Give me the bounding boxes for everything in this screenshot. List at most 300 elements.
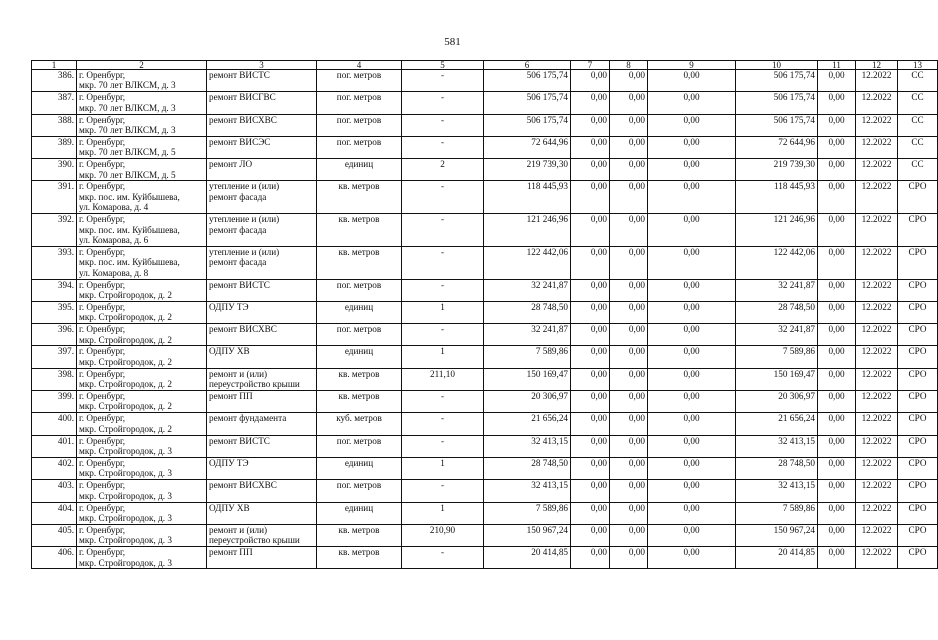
unit-cell: единиц bbox=[317, 457, 402, 479]
value-cell: 219 739,30 bbox=[736, 159, 818, 181]
work-line: ремонт ПП bbox=[209, 547, 253, 558]
value-cell: 0,00 bbox=[571, 214, 610, 247]
table-row bbox=[32, 368, 938, 390]
row-number-cell: 392. bbox=[32, 214, 77, 247]
table-row bbox=[32, 92, 938, 114]
date-cell: 12.2022 bbox=[856, 524, 898, 546]
table-row bbox=[32, 480, 938, 502]
cost-cell: 7 589,86 bbox=[484, 346, 571, 368]
column-number-row bbox=[32, 61, 938, 70]
fund-cell: СРО bbox=[898, 181, 938, 214]
address-line: ул. Комарова, д. 4 bbox=[79, 202, 149, 213]
fund-cell: СРО bbox=[898, 214, 938, 247]
address-cell bbox=[77, 159, 207, 181]
value-cell: 0,00 bbox=[610, 457, 648, 479]
value-cell: 0,00 bbox=[610, 159, 648, 181]
value-cell: 0,00 bbox=[818, 368, 856, 390]
work-type-cell bbox=[207, 346, 317, 368]
fund-cell: СРО bbox=[898, 324, 938, 346]
cost-cell: 28 748,50 bbox=[484, 301, 571, 323]
address-cell bbox=[77, 114, 207, 136]
address-line: г. Оренбург, bbox=[79, 279, 126, 290]
address-line: ул. Комарова, д. 8 bbox=[79, 267, 149, 278]
unit-cell: кв. метров bbox=[317, 524, 402, 546]
value-cell: 0,00 bbox=[610, 346, 648, 368]
work-line: ремонт ВИСТС bbox=[209, 70, 270, 80]
table-row bbox=[32, 181, 938, 214]
table-row bbox=[32, 279, 938, 301]
value-cell: 0,00 bbox=[648, 480, 736, 502]
volume-cell: - bbox=[402, 547, 484, 569]
cost-cell: 21 656,24 bbox=[484, 413, 571, 435]
value-cell: 32 413,15 bbox=[736, 435, 818, 457]
unit-cell: пог. метров bbox=[317, 136, 402, 158]
value-cell: 0,00 bbox=[648, 136, 736, 158]
table-row bbox=[32, 136, 938, 158]
repair-schedule-table bbox=[31, 60, 938, 569]
value-cell: 0,00 bbox=[610, 524, 648, 546]
date-cell: 12.2022 bbox=[856, 435, 898, 457]
value-cell: 0,00 bbox=[610, 181, 648, 214]
address-cell bbox=[77, 324, 207, 346]
value-cell: 0,00 bbox=[610, 246, 648, 279]
work-line: утепление и (или) bbox=[209, 181, 280, 192]
value-cell: 0,00 bbox=[610, 391, 648, 413]
work-line: ремонт ВИСХВС bbox=[209, 324, 277, 335]
address-line: г. Оренбург, bbox=[79, 413, 126, 424]
value-cell: 0,00 bbox=[818, 159, 856, 181]
fund-cell: СРО bbox=[898, 368, 938, 390]
volume-cell: - bbox=[402, 70, 484, 92]
table-row bbox=[32, 159, 938, 181]
address-line: мкр. пос. им. Куйбышева, bbox=[79, 257, 180, 268]
address-cell bbox=[77, 413, 207, 435]
address-line: г. Оренбург, bbox=[79, 324, 126, 335]
work-line: утепление и (или) bbox=[209, 214, 280, 225]
address-line: г. Оренбург, bbox=[79, 114, 126, 125]
value-cell: 0,00 bbox=[648, 181, 736, 214]
volume-cell: - bbox=[402, 435, 484, 457]
volume-cell: 211,10 bbox=[402, 368, 484, 390]
work-type-cell bbox=[207, 70, 317, 92]
volume-cell: - bbox=[402, 92, 484, 114]
work-line: ремонт ПП bbox=[209, 391, 253, 402]
column-number: 12 bbox=[856, 61, 898, 70]
row-number-cell: 405. bbox=[32, 524, 77, 546]
value-cell: 0,00 bbox=[571, 301, 610, 323]
value-cell: 0,00 bbox=[610, 502, 648, 524]
value-cell: 0,00 bbox=[571, 413, 610, 435]
value-cell: 0,00 bbox=[648, 279, 736, 301]
cost-cell: 506 175,74 bbox=[484, 92, 571, 114]
address-cell bbox=[77, 181, 207, 214]
table-row bbox=[32, 246, 938, 279]
volume-cell: 1 bbox=[402, 457, 484, 479]
fund-cell: СРО bbox=[898, 435, 938, 457]
fund-cell: СРО bbox=[898, 413, 938, 435]
work-type-cell bbox=[207, 159, 317, 181]
address-line: мкр. Стройгородок, д. 3 bbox=[79, 512, 172, 523]
column-number: 9 bbox=[648, 61, 736, 70]
value-cell: 0,00 bbox=[648, 547, 736, 569]
value-cell: 0,00 bbox=[648, 413, 736, 435]
column-number: 13 bbox=[898, 61, 938, 70]
work-line: ремонт ВИСТС bbox=[209, 279, 270, 290]
work-type-cell bbox=[207, 181, 317, 214]
work-type-cell bbox=[207, 301, 317, 323]
cost-cell: 32 413,15 bbox=[484, 435, 571, 457]
work-line: ремонт и (или) bbox=[209, 524, 268, 535]
date-cell: 12.2022 bbox=[856, 214, 898, 247]
fund-cell: СРО bbox=[898, 457, 938, 479]
row-number-cell: 390. bbox=[32, 159, 77, 181]
value-cell: 506 175,74 bbox=[736, 114, 818, 136]
address-line: мкр. 70 лет ВЛКСМ, д. 5 bbox=[79, 147, 176, 158]
value-cell: 0,00 bbox=[818, 181, 856, 214]
address-line: г. Оренбург, bbox=[79, 524, 126, 535]
value-cell: 122 442,06 bbox=[736, 246, 818, 279]
value-cell: 0,00 bbox=[818, 114, 856, 136]
volume-cell: 1 bbox=[402, 301, 484, 323]
row-number-cell: 404. bbox=[32, 502, 77, 524]
address-cell bbox=[77, 214, 207, 247]
address-line: мкр. пос. им. Куйбышева, bbox=[79, 224, 180, 235]
value-cell: 0,00 bbox=[571, 136, 610, 158]
address-line: г. Оренбург, bbox=[79, 301, 126, 312]
value-cell: 506 175,74 bbox=[736, 70, 818, 92]
column-number: 1 bbox=[32, 61, 77, 70]
table-row bbox=[32, 346, 938, 368]
fund-cell: СРО bbox=[898, 246, 938, 279]
fund-cell: СРО bbox=[898, 502, 938, 524]
volume-cell: 1 bbox=[402, 502, 484, 524]
unit-cell: кв. метров bbox=[317, 214, 402, 247]
value-cell: 0,00 bbox=[610, 368, 648, 390]
value-cell: 72 644,96 bbox=[736, 136, 818, 158]
fund-cell: СРО bbox=[898, 547, 938, 569]
table-row bbox=[32, 502, 938, 524]
address-line: г. Оренбург, bbox=[79, 246, 126, 257]
unit-cell: единиц bbox=[317, 346, 402, 368]
value-cell: 7 589,86 bbox=[736, 346, 818, 368]
value-cell: 0,00 bbox=[610, 92, 648, 114]
value-cell: 0,00 bbox=[571, 524, 610, 546]
address-line: мкр. Стройгородок, д. 2 bbox=[79, 356, 172, 367]
date-cell: 12.2022 bbox=[856, 114, 898, 136]
table-row bbox=[32, 391, 938, 413]
work-type-cell bbox=[207, 214, 317, 247]
column-number: 6 bbox=[484, 61, 571, 70]
work-type-cell bbox=[207, 502, 317, 524]
value-cell: 0,00 bbox=[571, 92, 610, 114]
unit-cell: единиц bbox=[317, 159, 402, 181]
value-cell: 32 241,87 bbox=[736, 324, 818, 346]
value-cell: 0,00 bbox=[648, 457, 736, 479]
fund-cell: СС bbox=[898, 136, 938, 158]
table-row bbox=[32, 70, 938, 92]
value-cell: 0,00 bbox=[610, 279, 648, 301]
value-cell: 0,00 bbox=[648, 435, 736, 457]
row-number-cell: 399. bbox=[32, 391, 77, 413]
work-line: ОДПУ ТЭ bbox=[209, 301, 249, 312]
cost-cell: 150 967,24 bbox=[484, 524, 571, 546]
address-cell bbox=[77, 391, 207, 413]
date-cell: 12.2022 bbox=[856, 136, 898, 158]
volume-cell: - bbox=[402, 246, 484, 279]
row-number-cell: 396. bbox=[32, 324, 77, 346]
value-cell: 28 748,50 bbox=[736, 301, 818, 323]
value-cell: 0,00 bbox=[818, 246, 856, 279]
address-line: мкр. 70 лет ВЛКСМ, д. 3 bbox=[79, 80, 176, 91]
address-line: г. Оренбург, bbox=[79, 346, 126, 357]
row-number-cell: 406. bbox=[32, 547, 77, 569]
value-cell: 0,00 bbox=[818, 346, 856, 368]
cost-cell: 118 445,93 bbox=[484, 181, 571, 214]
address-cell bbox=[77, 279, 207, 301]
work-line: ремонт ВИСЭС bbox=[209, 136, 271, 147]
value-cell: 0,00 bbox=[818, 547, 856, 569]
cost-cell: 28 748,50 bbox=[484, 457, 571, 479]
unit-cell: единиц bbox=[317, 301, 402, 323]
date-cell: 12.2022 bbox=[856, 547, 898, 569]
value-cell: 0,00 bbox=[818, 502, 856, 524]
value-cell: 32 241,87 bbox=[736, 279, 818, 301]
work-line: ремонт ВИСХВС bbox=[209, 480, 277, 491]
work-line: переустройство крыши bbox=[209, 535, 300, 546]
table-row bbox=[32, 413, 938, 435]
fund-cell: СРО bbox=[898, 524, 938, 546]
volume-cell: - bbox=[402, 214, 484, 247]
value-cell: 0,00 bbox=[648, 70, 736, 92]
column-number: 3 bbox=[207, 61, 317, 70]
work-type-cell bbox=[207, 413, 317, 435]
volume-cell: - bbox=[402, 391, 484, 413]
work-line: утепление и (или) bbox=[209, 246, 280, 257]
value-cell: 0,00 bbox=[818, 391, 856, 413]
work-type-cell bbox=[207, 547, 317, 569]
volume-cell: - bbox=[402, 114, 484, 136]
work-line: ОДПУ ХВ bbox=[209, 346, 250, 357]
address-line: мкр. Стройгородок, д. 3 bbox=[79, 490, 172, 501]
volume-cell: - bbox=[402, 279, 484, 301]
row-number-cell: 388. bbox=[32, 114, 77, 136]
column-number: 5 bbox=[402, 61, 484, 70]
address-cell bbox=[77, 435, 207, 457]
cost-cell: 72 644,96 bbox=[484, 136, 571, 158]
page-number: 581 bbox=[444, 36, 461, 48]
value-cell: 0,00 bbox=[818, 136, 856, 158]
address-line: г. Оренбург, bbox=[79, 136, 126, 147]
address-line: г. Оренбург, bbox=[79, 181, 126, 192]
unit-cell: пог. метров bbox=[317, 435, 402, 457]
column-number: 2 bbox=[77, 61, 207, 70]
work-type-cell bbox=[207, 92, 317, 114]
row-number-cell: 398. bbox=[32, 368, 77, 390]
value-cell: 0,00 bbox=[648, 346, 736, 368]
address-line: г. Оренбург, bbox=[79, 368, 126, 379]
date-cell: 12.2022 bbox=[856, 391, 898, 413]
fund-cell: СРО bbox=[898, 279, 938, 301]
value-cell: 0,00 bbox=[571, 547, 610, 569]
row-number-cell: 403. bbox=[32, 480, 77, 502]
table-row bbox=[32, 214, 938, 247]
fund-cell: СРО bbox=[898, 301, 938, 323]
volume-cell: - bbox=[402, 136, 484, 158]
cost-cell: 506 175,74 bbox=[484, 70, 571, 92]
date-cell: 12.2022 bbox=[856, 159, 898, 181]
work-type-cell bbox=[207, 435, 317, 457]
address-line: ул. Комарова, д. 6 bbox=[79, 234, 149, 245]
fund-cell: СС bbox=[898, 70, 938, 92]
cost-cell: 506 175,74 bbox=[484, 114, 571, 136]
work-line: ОДПУ ХВ bbox=[209, 502, 250, 513]
value-cell: 0,00 bbox=[648, 391, 736, 413]
date-cell: 12.2022 bbox=[856, 70, 898, 92]
row-number-cell: 400. bbox=[32, 413, 77, 435]
value-cell: 0,00 bbox=[571, 391, 610, 413]
address-line: г. Оренбург, bbox=[79, 435, 126, 446]
cost-cell: 150 169,47 bbox=[484, 368, 571, 390]
value-cell: 0,00 bbox=[571, 324, 610, 346]
table-row bbox=[32, 114, 938, 136]
value-cell: 0,00 bbox=[610, 301, 648, 323]
address-line: мкр. Стройгородок, д. 2 bbox=[79, 289, 172, 300]
address-cell bbox=[77, 368, 207, 390]
row-number-cell: 397. bbox=[32, 346, 77, 368]
date-cell: 12.2022 bbox=[856, 301, 898, 323]
value-cell: 0,00 bbox=[571, 480, 610, 502]
row-number-cell: 401. bbox=[32, 435, 77, 457]
value-cell: 0,00 bbox=[648, 324, 736, 346]
address-line: мкр. Стройгородок, д. 3 bbox=[79, 468, 172, 479]
value-cell: 0,00 bbox=[818, 279, 856, 301]
table-row bbox=[32, 457, 938, 479]
address-line: мкр. Стройгородок, д. 2 bbox=[79, 401, 172, 412]
work-type-cell bbox=[207, 279, 317, 301]
work-line: ремонт ВИСТС bbox=[209, 435, 270, 446]
date-cell: 12.2022 bbox=[856, 324, 898, 346]
value-cell: 0,00 bbox=[610, 136, 648, 158]
unit-cell: кв. метров bbox=[317, 181, 402, 214]
address-line: мкр. 70 лет ВЛКСМ, д. 3 bbox=[79, 102, 176, 113]
work-type-cell bbox=[207, 524, 317, 546]
column-number: 7 bbox=[571, 61, 610, 70]
row-number-cell: 389. bbox=[32, 136, 77, 158]
address-line: мкр. Стройгородок, д. 2 bbox=[79, 379, 172, 390]
address-cell bbox=[77, 136, 207, 158]
work-type-cell bbox=[207, 136, 317, 158]
work-line: ОДПУ ТЭ bbox=[209, 457, 249, 468]
value-cell: 0,00 bbox=[818, 324, 856, 346]
value-cell: 0,00 bbox=[610, 413, 648, 435]
cost-cell: 32 241,87 bbox=[484, 324, 571, 346]
date-cell: 12.2022 bbox=[856, 346, 898, 368]
unit-cell: кв. метров bbox=[317, 368, 402, 390]
column-number: 4 bbox=[317, 61, 402, 70]
address-cell bbox=[77, 346, 207, 368]
date-cell: 12.2022 bbox=[856, 246, 898, 279]
row-number-cell: 402. bbox=[32, 457, 77, 479]
value-cell: 0,00 bbox=[610, 480, 648, 502]
address-cell bbox=[77, 502, 207, 524]
work-line: ремонт и (или) bbox=[209, 368, 268, 379]
work-line: переустройство крыши bbox=[209, 379, 300, 390]
work-type-cell bbox=[207, 368, 317, 390]
date-cell: 12.2022 bbox=[856, 480, 898, 502]
address-line: г. Оренбург, bbox=[79, 391, 126, 402]
value-cell: 20 306,97 bbox=[736, 391, 818, 413]
value-cell: 0,00 bbox=[610, 324, 648, 346]
cost-cell: 20 306,97 bbox=[484, 391, 571, 413]
unit-cell: единиц bbox=[317, 502, 402, 524]
cost-cell: 219 739,30 bbox=[484, 159, 571, 181]
volume-cell: - bbox=[402, 413, 484, 435]
address-cell bbox=[77, 70, 207, 92]
table-row bbox=[32, 324, 938, 346]
value-cell: 0,00 bbox=[571, 70, 610, 92]
row-number-cell: 395. bbox=[32, 301, 77, 323]
address-line: мкр. Стройгородок, д. 3 bbox=[79, 557, 172, 568]
address-line: мкр. Стройгородок, д. 2 bbox=[79, 334, 172, 345]
value-cell: 121 246,96 bbox=[736, 214, 818, 247]
row-number-cell: 386. bbox=[32, 70, 77, 92]
volume-cell: - bbox=[402, 181, 484, 214]
work-line: ремонт ЛО bbox=[209, 159, 253, 170]
row-number-cell: 394. bbox=[32, 279, 77, 301]
table-row bbox=[32, 435, 938, 457]
volume-cell: 2 bbox=[402, 159, 484, 181]
fund-cell: СРО bbox=[898, 391, 938, 413]
value-cell: 0,00 bbox=[818, 457, 856, 479]
fund-cell: СРО bbox=[898, 480, 938, 502]
work-line: ремонт фасада bbox=[209, 191, 267, 202]
unit-cell: кв. метров bbox=[317, 547, 402, 569]
unit-cell: пог. метров bbox=[317, 92, 402, 114]
work-type-cell bbox=[207, 114, 317, 136]
volume-cell: 210,90 bbox=[402, 524, 484, 546]
column-number: 11 bbox=[818, 61, 856, 70]
address-cell bbox=[77, 480, 207, 502]
unit-cell: пог. метров bbox=[317, 480, 402, 502]
table-row bbox=[32, 301, 938, 323]
value-cell: 0,00 bbox=[648, 114, 736, 136]
cost-cell: 121 246,96 bbox=[484, 214, 571, 247]
address-cell bbox=[77, 246, 207, 279]
value-cell: 0,00 bbox=[818, 92, 856, 114]
value-cell: 0,00 bbox=[648, 159, 736, 181]
work-type-cell bbox=[207, 480, 317, 502]
date-cell: 12.2022 bbox=[856, 457, 898, 479]
work-line: ремонт фундамента bbox=[209, 413, 287, 424]
fund-cell: СС bbox=[898, 92, 938, 114]
table-row bbox=[32, 524, 938, 546]
address-cell bbox=[77, 524, 207, 546]
value-cell: 32 413,15 bbox=[736, 480, 818, 502]
work-type-cell bbox=[207, 246, 317, 279]
value-cell: 0,00 bbox=[571, 159, 610, 181]
value-cell: 0,00 bbox=[818, 524, 856, 546]
value-cell: 0,00 bbox=[648, 368, 736, 390]
address-line: г. Оренбург, bbox=[79, 547, 126, 558]
fund-cell: СРО bbox=[898, 346, 938, 368]
value-cell: 150 169,47 bbox=[736, 368, 818, 390]
address-cell bbox=[77, 547, 207, 569]
unit-cell: пог. метров bbox=[317, 279, 402, 301]
row-number-cell: 387. bbox=[32, 92, 77, 114]
unit-cell: пог. метров bbox=[317, 70, 402, 92]
address-line: г. Оренбург, bbox=[79, 480, 126, 491]
work-line: ремонт ВИСГВС bbox=[209, 92, 276, 103]
